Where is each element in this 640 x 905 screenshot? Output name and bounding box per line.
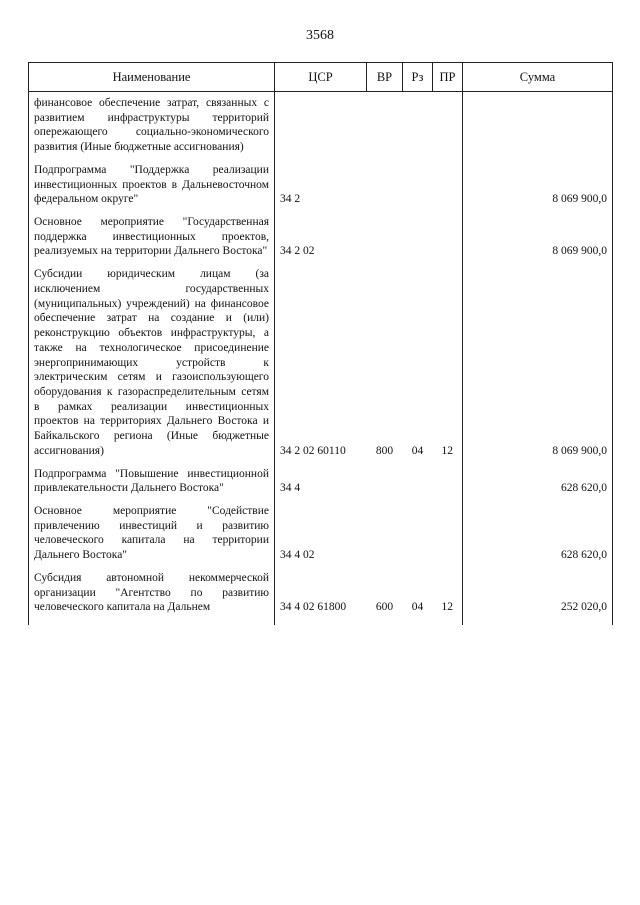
row-rz [403, 500, 433, 567]
row-csr: 34 4 02 61800 [280, 601, 347, 614]
row-name: Основное мероприятие "Содействие привлечению инвестиций и развитию человеческого капитала на территории Дальнего Востока" [29, 500, 275, 567]
row-csr: 34 2 02 60110 [280, 444, 346, 457]
row-sum: 8 069 900,0 [463, 159, 613, 211]
row-pr [433, 500, 463, 567]
row-csr [275, 92, 367, 159]
budget-table [28, 62, 613, 625]
row-sum: 628 620,0 [463, 500, 613, 567]
row-csr: 34 4 02 [280, 549, 315, 562]
row-vr: 800 [375, 444, 394, 457]
row-sum: 8 069 900,0 [463, 211, 613, 263]
row-vr [367, 211, 403, 263]
row-sum: 252 020,0 [463, 567, 613, 625]
row-vr: 600 [375, 601, 394, 614]
row-name: Субсидии юридическим лицам (за исключением государственных (муниципальных) учреждений) на финансовое обеспечение затрат на создание и (или) реконструкцию объектов инфраструктуры, а также на технологическое присоединение энергопринимающих устройств к электрическим сетям и газоиспользующего оборудования к газораспределительным сетям в рамках реализации инвестиционных проектов на территориях Дальнего Востока и Байкальского региона (Иные бюджетные ассигнования) [29, 263, 275, 462]
row-pr [433, 92, 463, 159]
row-name: финансовое обеспечение затрат, связанных с развитием инфраструктуры территорий опережающего социально-экономического развития (Иные бюджетные ассигнования) [29, 92, 275, 159]
row-pr: 12 [441, 601, 453, 614]
row-rz [403, 92, 433, 159]
row-vr [367, 92, 403, 159]
row-name: Подпрограмма "Повышение инвестиционной привлекательности Дальнего Востока" [29, 463, 275, 500]
table-row [29, 92, 613, 159]
table-row [29, 159, 613, 211]
row-rz: 04 [411, 601, 424, 614]
table-row [29, 211, 613, 263]
row-name: Подпрограмма "Поддержка реализации инвестиционных проектов в Дальневосточном федеральном округе" [29, 159, 275, 211]
row-vr [367, 159, 403, 211]
row-pr: 12 [441, 444, 453, 457]
header-pr: ПР [433, 63, 463, 92]
row-pr [433, 463, 463, 500]
header-vr: ВР [367, 63, 403, 92]
page-number: 3568 [306, 28, 334, 43]
row-sum: 8 069 900,0 [463, 263, 613, 462]
row-csr: 34 2 [280, 193, 301, 206]
row-rz [403, 211, 433, 263]
header-sum: Сумма [463, 63, 613, 92]
row-sum: 628 620,0 [463, 463, 613, 500]
row-vr [367, 500, 403, 567]
row-name: Основное мероприятие "Государственная поддержка инвестиционных проектов, реализуемых на территории Дальнего Востока" [29, 211, 275, 263]
row-pr [433, 159, 463, 211]
row-name: Субсидия автономной некоммерческой организации "Агентство по развитию человеческого капитала на Дальнем [29, 567, 275, 625]
header-name: Наименование [29, 63, 275, 92]
header-csr: ЦСР [275, 63, 367, 92]
row-rz [403, 159, 433, 211]
table-row [29, 500, 613, 567]
row-rz [403, 463, 433, 500]
row-sum [463, 92, 613, 159]
table-row [29, 263, 613, 462]
row-csr: 34 2 02 [280, 245, 315, 258]
table-row [29, 463, 613, 500]
row-vr [367, 463, 403, 500]
table-header-row [29, 63, 613, 92]
row-rz: 04 [411, 444, 424, 457]
header-rz: Рз [403, 63, 433, 92]
row-csr: 34 4 [280, 482, 301, 495]
table-row [29, 567, 613, 625]
row-pr [433, 211, 463, 263]
